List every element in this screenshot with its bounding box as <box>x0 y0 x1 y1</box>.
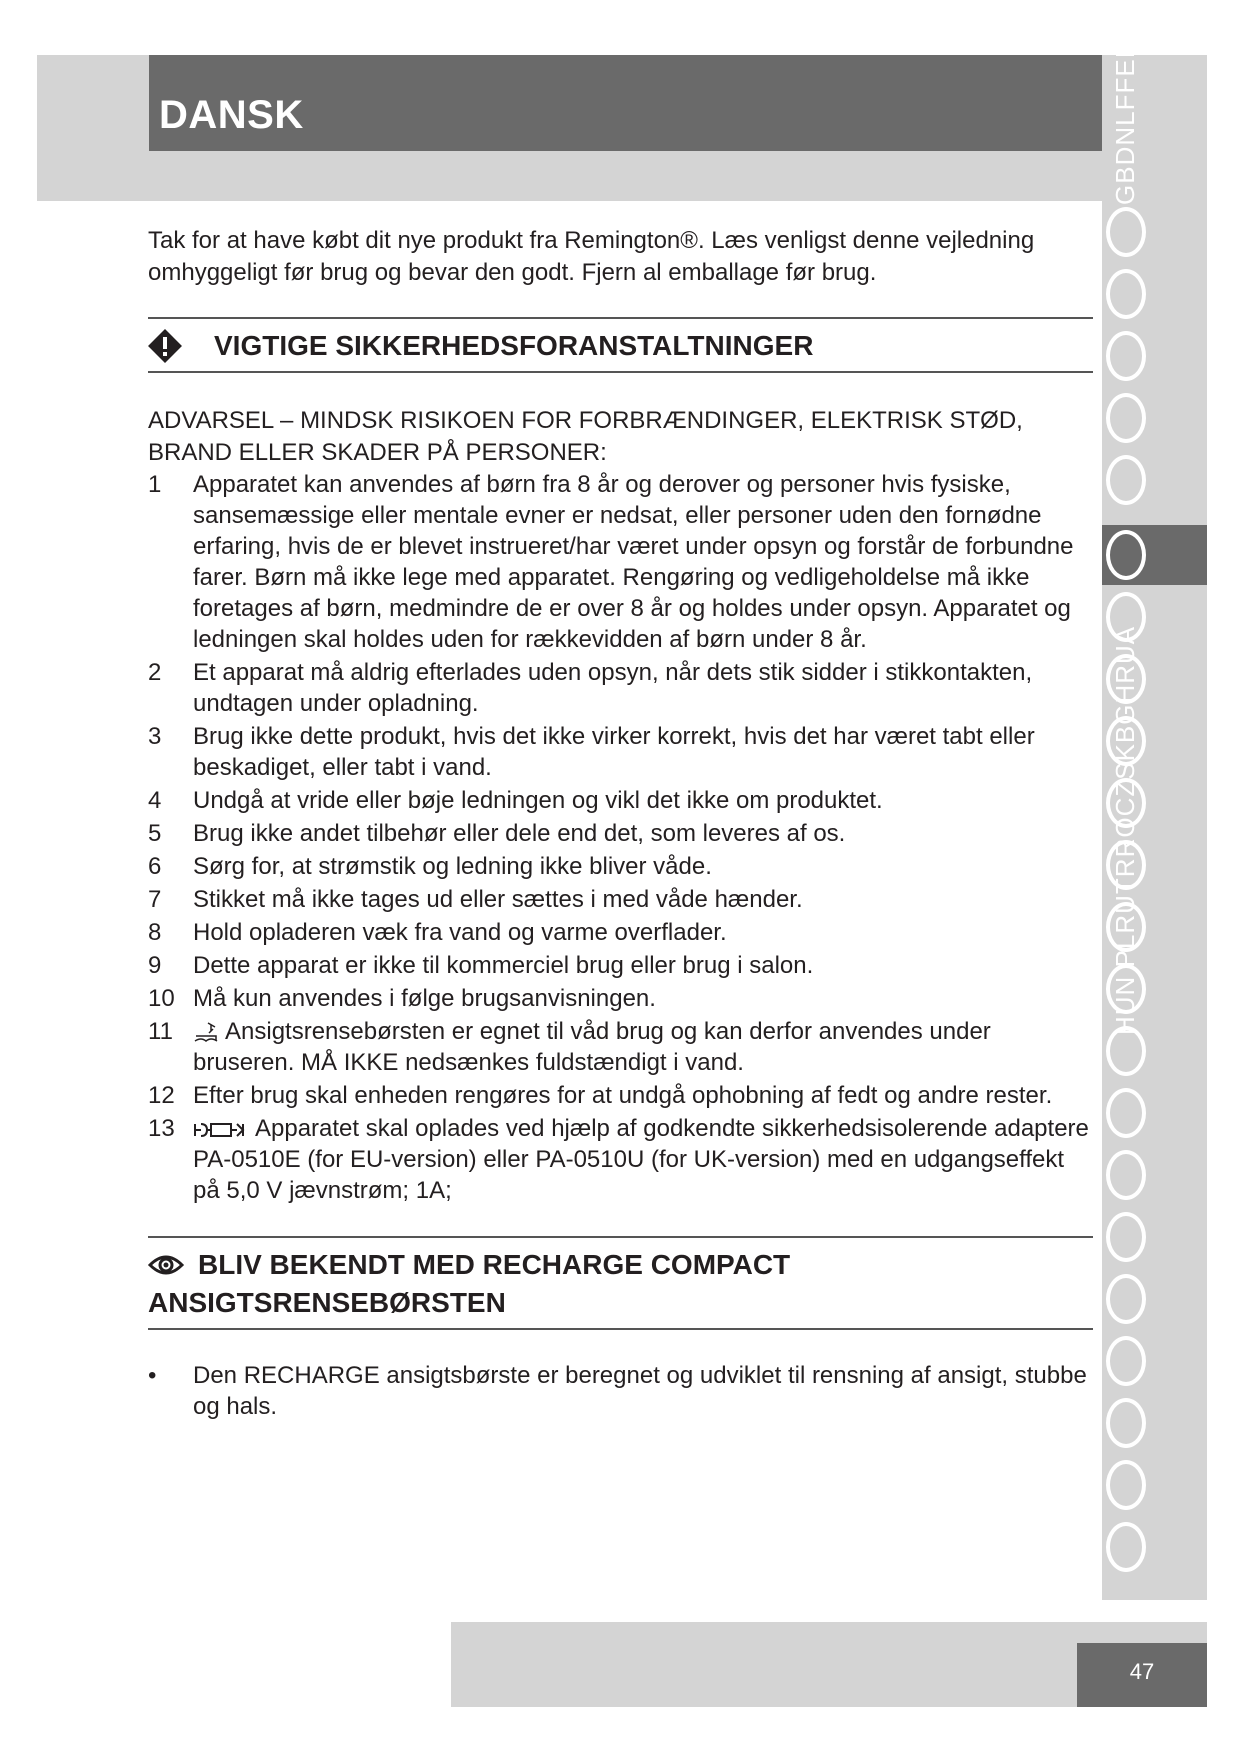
warning-icon <box>148 329 182 363</box>
divider <box>148 371 1093 373</box>
bullet-item <box>148 1360 1093 1422</box>
language-tab[interactable] <box>1102 1331 1207 1391</box>
item-number: 2 <box>148 659 162 686</box>
section-heading-text: VIGTIGE SIKKERHEDSFORANSTALTNINGER <box>214 330 814 361</box>
language-tab[interactable] <box>1102 1145 1207 1205</box>
tab-circle-icon <box>1106 331 1146 381</box>
tab-circle-icon <box>1106 840 1146 890</box>
tab-circle-icon <box>1106 778 1146 828</box>
language-tab[interactable] <box>1102 1517 1207 1577</box>
tab-circle-icon <box>1106 902 1146 952</box>
list-item <box>148 721 1093 783</box>
item-text: Undgå at vride eller bøje ledningen og vikl det ikke om produktet. <box>193 787 883 814</box>
bullet-text: Den RECHARGE ansigtsbørste er beregnet og udviklet til rensning af ansigt, stubbe og hals. <box>193 1362 1087 1420</box>
section-heading-text: BLIV BEKENDT MED RECHARGE COMPACT <box>198 1249 791 1280</box>
list-item <box>148 851 1093 882</box>
item-number: 5 <box>148 820 162 847</box>
tab-circle-icon <box>1106 207 1146 257</box>
tab-circle-icon <box>1106 716 1146 766</box>
list-item <box>148 1113 1093 1206</box>
tab-circle-icon <box>1106 530 1146 580</box>
list-item <box>148 917 1093 948</box>
language-title-bar <box>149 55 1102 151</box>
section-heading-text: ANSIGTSRENSEBØRSTEN <box>148 1287 506 1318</box>
language-tab[interactable] <box>1102 1021 1207 1081</box>
tab-circle-icon <box>1106 1460 1146 1510</box>
item-text: Dette apparat er ikke til kommerciel brug eller brug i salon. <box>193 952 814 979</box>
item-number: 7 <box>148 886 162 913</box>
language-tab[interactable] <box>1102 897 1207 957</box>
language-tab[interactable] <box>1102 1455 1207 1515</box>
list-item <box>148 983 1093 1014</box>
language-tab[interactable] <box>1102 1269 1207 1329</box>
tab-circle-icon <box>1106 1274 1146 1324</box>
language-tab[interactable] <box>1102 587 1207 647</box>
safety-list <box>148 469 1093 1206</box>
tab-circle-icon <box>1106 269 1146 319</box>
item-number: 12 <box>148 1082 175 1109</box>
tab-circle-icon <box>1106 455 1146 505</box>
shower-icon <box>193 1021 219 1043</box>
item-text: Brug ikke andet tilbehør eller dele end det, som leveres af os. <box>193 820 846 847</box>
tab-circle-icon <box>1106 1026 1146 1076</box>
language-tab[interactable] <box>1102 1083 1207 1143</box>
divider <box>148 317 1093 319</box>
item-text: Brug ikke dette produkt, hvis det ikke virker korrekt, hvis det har været tabt eller beskadiget, eller tabt i vand. <box>193 723 1035 781</box>
eye-icon <box>148 1253 184 1277</box>
tab-circle-icon <box>1106 592 1146 642</box>
tab-circle-icon <box>1106 1088 1146 1138</box>
item-number: 4 <box>148 787 162 814</box>
intro-text: Tak for at have købt dit nye produkt fra Remington®. Læs venligst denne vejledning omhyggeligt før brug og bevar den godt. Fjern al emballage før brug. <box>148 227 1035 286</box>
section-heading <box>148 327 1093 365</box>
item-text: Et apparat må aldrig efterlades uden opsyn, når dets stik sidder i stikkontakten, undtagen under opladning. <box>193 659 1033 717</box>
item-number: 6 <box>148 853 162 880</box>
adapter-icon <box>193 1120 249 1140</box>
list-item <box>148 950 1093 981</box>
language-tab[interactable] <box>1102 264 1207 324</box>
item-number: 9 <box>148 952 162 979</box>
language-tab[interactable] <box>1102 773 1207 833</box>
list-item <box>148 818 1093 849</box>
item-text: Apparatet skal oplades ved hjælp af godkendte sikkerhedsisolerende adaptere PA-0510E (for EU-version) eller PA-0510U (for UK-version) med en udgangseffekt på 5,0 V jævnstrøm; 1A; <box>193 1115 1089 1204</box>
main-content <box>148 225 1093 1422</box>
item-text: Ansigtsrensebørsten er egnet til våd brug og kan derfor anvendes under bruseren. MÅ IKKE nedsænkes fuldstændigt i vand. <box>193 1018 991 1076</box>
tab-circle-icon <box>1106 1336 1146 1386</box>
list-item <box>148 657 1093 719</box>
item-text: Apparatet kan anvendes af børn fra 8 år og derover og personer hvis fysiske, sansemæssige eller mentale evner er nedsat, eller personer uden den fornødne erfaring, hvis de er blevet instrueret/har været under opsyn og forstår de forbundne farer. Børn må ikke lege med apparatet. Rengøring og vedligeholdelse må ikke foretages af børn, medmindre de er over 8 år og holdes under opsyn. Apparatet og ledningen skal holdes uden for rækkevidden af børn under 8 år. <box>193 471 1074 653</box>
bullet-icon: • <box>148 1362 157 1389</box>
item-number: 3 <box>148 723 162 750</box>
warning-text: ADVARSEL – MINDSK RISIKOEN FOR FORBRÆNDINGER, ELEKTRISK STØD, BRAND ELLER SKADER PÅ PERSONER: <box>148 407 1023 466</box>
item-number: 10 <box>148 985 175 1012</box>
item-text: Stikket må ikke tages ud eller sættes i med våde hænder. <box>193 886 803 913</box>
language-tab[interactable] <box>1102 388 1207 448</box>
language-tab[interactable] <box>1102 326 1207 386</box>
item-text: Sørg for, at strømstik og ledning ikke bliver våde. <box>193 853 712 880</box>
language-tab[interactable] <box>1102 202 1207 262</box>
language-tab[interactable] <box>1102 1207 1207 1267</box>
item-text: Må kun anvendes i følge brugsanvisningen. <box>193 985 656 1012</box>
divider <box>148 1236 1093 1238</box>
list-item <box>148 785 1093 816</box>
tab-circle-icon <box>1106 964 1146 1014</box>
divider <box>148 1328 1093 1330</box>
language-tab[interactable] <box>1102 835 1207 895</box>
item-text: Efter brug skal enheden rengøres for at undgå ophobning af fedt og andre rester. <box>193 1082 1053 1109</box>
item-number: 11 <box>148 1018 173 1045</box>
language-tab[interactable] <box>1102 711 1207 771</box>
list-item <box>148 884 1093 915</box>
tab-circle-icon <box>1106 1212 1146 1262</box>
tab-circle-icon <box>1106 393 1146 443</box>
list-item <box>148 1080 1093 1111</box>
item-number: 13 <box>148 1115 175 1142</box>
item-number: 8 <box>148 919 162 946</box>
section-heading-line <box>148 1284 1093 1322</box>
list-item <box>148 469 1093 655</box>
language-tab[interactable] <box>1102 649 1207 709</box>
language-tab[interactable] <box>1102 959 1207 1019</box>
page-number-box <box>1077 1643 1207 1707</box>
tab-circle-icon <box>1106 1398 1146 1448</box>
language-tab[interactable] <box>1102 1393 1207 1453</box>
section-heading <box>148 1246 1093 1322</box>
side-label-bottom: HUN PLRUTRROCZSKBGHRUA <box>1110 625 1140 1035</box>
page-title: DANSK <box>159 93 304 137</box>
item-text: Hold opladeren væk fra vand og varme overflader. <box>193 919 727 946</box>
item-number: 1 <box>148 471 162 498</box>
tab-circle-icon <box>1106 1150 1146 1200</box>
list-item <box>148 1016 1093 1078</box>
language-side-strip <box>1102 33 1207 1600</box>
tab-circle-icon <box>1106 654 1146 704</box>
side-label-top: GBDNLFFEIT <box>1110 33 1140 205</box>
language-tab-active[interactable] <box>1102 525 1207 585</box>
section-heading-line <box>148 1246 1093 1284</box>
language-tab[interactable] <box>1102 450 1207 510</box>
tab-circle-icon <box>1106 1522 1146 1572</box>
page-number: 47 <box>1129 1659 1155 1684</box>
